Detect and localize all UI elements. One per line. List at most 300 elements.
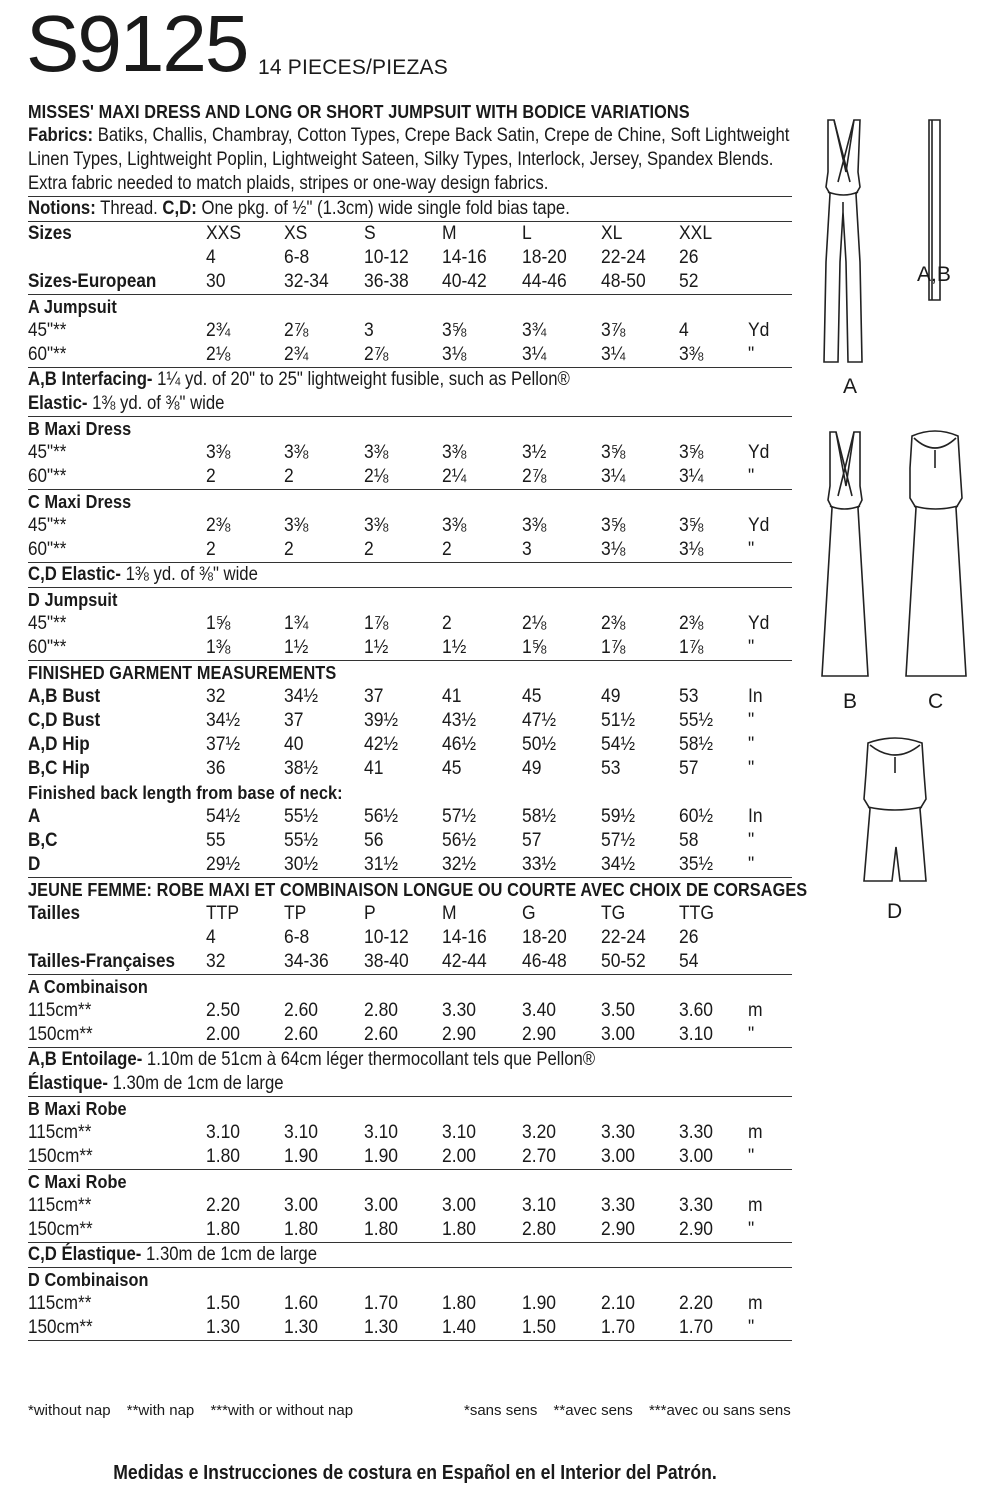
size-value: 2⅜ (601, 613, 626, 634)
pieces-count: 14 PIECES/PIEZAS (258, 56, 448, 79)
row-label: Sizes-European (28, 271, 157, 292)
size-value: 3¼ (679, 466, 704, 487)
size-value: XS (284, 223, 308, 244)
unit-label: " (748, 710, 755, 731)
unit-label: Yd (748, 442, 770, 463)
row-label: B,C (28, 830, 58, 851)
size-value: 46½ (442, 734, 477, 755)
size-value: 1⅞ (601, 637, 626, 658)
yardage-section (28, 1097, 792, 1170)
size-value: P (364, 903, 376, 924)
table-row (28, 1292, 792, 1316)
size-value: 32 (206, 686, 226, 707)
size-value: 2.60 (284, 1024, 319, 1045)
size-value: 32 (206, 951, 226, 972)
size-value: 3⅝ (601, 515, 626, 536)
notion-line (28, 392, 792, 416)
size-value: TTG (679, 903, 714, 924)
size-value: 35½ (679, 854, 714, 875)
size-value: 56½ (364, 806, 399, 827)
size-value: 3¼ (601, 466, 626, 487)
size-value: 3.40 (522, 1000, 557, 1021)
views-b-c-dress-illustration (810, 428, 990, 688)
row-label: 150cm** (28, 1317, 93, 1338)
size-value: 3.10 (284, 1122, 319, 1143)
footnote: *sans sens (464, 1402, 538, 1419)
size-value: 34-36 (284, 951, 329, 972)
view-heading (28, 588, 792, 612)
footnotes-en (28, 1402, 353, 1419)
size-value: 30 (206, 271, 226, 292)
size-value: 34½ (206, 710, 241, 731)
view-d-short-jumpsuit-illustration (850, 735, 940, 895)
size-value: 38-40 (364, 951, 409, 972)
size-value: 3.30 (679, 1122, 714, 1143)
row-label: A,D Hip (28, 734, 90, 755)
size-value: 3¼ (522, 344, 547, 365)
size-value: 2.00 (442, 1146, 477, 1167)
row-label: 45"** (28, 613, 67, 634)
size-value: 2 (284, 539, 294, 560)
yardage-table (28, 100, 808, 1341)
size-value: 55½ (284, 830, 319, 851)
size-value: TP (284, 903, 307, 924)
notion-detail: 1⅜ yd. of ⅜" wide (120, 564, 258, 585)
size-value: 51½ (601, 710, 636, 731)
heading-text: B Maxi Robe (28, 1098, 127, 1119)
row-label: 45"** (28, 442, 67, 463)
size-value: 1.30 (284, 1317, 319, 1338)
unit-label: m (748, 1195, 763, 1216)
fabrics-text: Batiks, Challis, Chambray, Cotton Types, Crepe Back Satin, Crepe de Chine, Soft Lightweight Linen Types, Lightweight Poplin, Lightweight Sateen, Silky Types, Interlock, Jersey, Spandex Blends. Extra fabric needed to match plaids, stripes or one-way design fabrics. (28, 125, 790, 194)
size-value: 55 (206, 830, 226, 851)
footnote: ***with or without nap (210, 1402, 354, 1419)
size-value: 40-42 (442, 271, 487, 292)
size-value: 3½ (522, 442, 547, 463)
size-value: 34½ (601, 854, 636, 875)
size-value: 57½ (601, 830, 636, 851)
size-value: 47½ (522, 710, 557, 731)
table-row (28, 1316, 792, 1340)
size-value: 3.00 (601, 1024, 636, 1045)
size-value: 45 (442, 758, 462, 779)
size-value: 33½ (522, 854, 557, 875)
size-value: 2.70 (522, 1146, 557, 1167)
view-label-b: B (843, 690, 858, 713)
size-value: 3⅜ (284, 515, 309, 536)
size-value: 1⅝ (522, 637, 547, 658)
size-value: 2.90 (601, 1219, 636, 1240)
notion-line (28, 1243, 792, 1267)
notion-line (28, 563, 792, 587)
notions-line (28, 197, 792, 221)
size-value: 3.10 (442, 1122, 477, 1143)
size-value: 37 (284, 710, 304, 731)
table-row (28, 926, 792, 950)
size-value: 39½ (364, 710, 399, 731)
yardage-section (28, 417, 792, 490)
size-value: 49 (601, 686, 621, 707)
size-value: 58½ (679, 734, 714, 755)
size-value: 57½ (442, 806, 477, 827)
size-value: TTP (206, 903, 240, 924)
size-value: 2⅞ (522, 466, 547, 487)
size-value: 45 (522, 686, 542, 707)
footnote: *without nap (28, 1402, 111, 1419)
notion-line (28, 1048, 792, 1072)
size-value: 1⅞ (679, 637, 704, 658)
finished-heading (28, 661, 792, 685)
size-value: 3.20 (522, 1122, 557, 1143)
size-value: 57 (522, 830, 542, 851)
size-value: 30½ (284, 854, 319, 875)
size-value: 41 (364, 758, 384, 779)
back-length-heading (28, 781, 792, 805)
size-value: 32½ (442, 854, 477, 875)
size-value: 3⅜ (679, 344, 704, 365)
table-row (28, 853, 792, 877)
size-value: 2⅛ (364, 466, 389, 487)
size-value: 55½ (679, 710, 714, 731)
view-label-a: A (843, 375, 858, 398)
size-value: 38½ (284, 758, 319, 779)
table-row (28, 829, 792, 853)
size-value: 4 (679, 320, 689, 341)
size-value: 2.60 (284, 1000, 319, 1021)
table-row (28, 1145, 792, 1169)
size-value: 29½ (206, 854, 241, 875)
table-row (28, 999, 792, 1023)
size-value: 49 (522, 758, 542, 779)
size-value: 2 (206, 466, 216, 487)
size-value: 58½ (522, 806, 557, 827)
unit-label: " (748, 734, 755, 755)
view-label-d: D (887, 900, 903, 923)
view-heading (28, 417, 792, 441)
view-heading (28, 490, 792, 514)
heading-text: C Maxi Robe (28, 1171, 127, 1192)
size-value: 3⅛ (679, 539, 704, 560)
table-row (28, 757, 792, 781)
size-value: 3.30 (679, 1195, 714, 1216)
size-value: 18-20 (522, 927, 567, 948)
footnotes (28, 1402, 792, 1424)
size-value: XL (601, 223, 623, 244)
unit-label: Yd (748, 320, 770, 341)
size-value: 2.80 (522, 1219, 557, 1240)
notion-detail: 1.10m de 51cm à 64cm léger thermocollant tels que Pellon® (142, 1049, 596, 1070)
size-value: 36-38 (364, 271, 409, 292)
row-label: 45"** (28, 515, 67, 536)
row-label: B,C Hip (28, 758, 90, 779)
size-value: L (522, 223, 532, 244)
size-value: 43½ (442, 710, 477, 731)
size-value: 6-8 (284, 927, 310, 948)
size-value: 1¾ (284, 613, 309, 634)
size-value: 3.10 (364, 1122, 399, 1143)
notions-label: Notions: (28, 198, 96, 219)
fabrics-paragraph (28, 124, 792, 196)
size-value: 2 (364, 539, 374, 560)
yardage-section (28, 295, 792, 368)
size-value: 56½ (442, 830, 477, 851)
size-value: 3.00 (601, 1146, 636, 1167)
size-value: 18-20 (522, 247, 567, 268)
notion-text (28, 1072, 284, 1096)
row-label: 150cm** (28, 1219, 93, 1240)
notion-text (28, 392, 224, 416)
size-value: 3.00 (364, 1195, 399, 1216)
size-value: 4 (206, 927, 216, 948)
size-value: 2.50 (206, 1000, 241, 1021)
size-value: 1.60 (284, 1293, 319, 1314)
table-row (28, 246, 792, 270)
fabrics-label: Fabrics: (28, 125, 94, 146)
notion-text (28, 1243, 317, 1267)
size-value: 3¼ (601, 344, 626, 365)
english-title (28, 100, 792, 124)
size-value: 3⅝ (601, 442, 626, 463)
view-heading (28, 975, 792, 999)
size-value: 3⅝ (679, 515, 704, 536)
size-value: 22-24 (601, 927, 646, 948)
heading-text: A Jumpsuit (28, 296, 117, 317)
unit-label: " (748, 344, 755, 365)
table-row (28, 1121, 792, 1145)
yardage-section (28, 490, 792, 563)
unit-label: " (748, 758, 755, 779)
row-label: 115cm** (28, 1293, 92, 1314)
french-sizes-section (28, 878, 808, 975)
unit-label: " (748, 539, 755, 560)
size-value: 3¾ (522, 320, 547, 341)
notion-detail: 1.30m de 1cm de large (107, 1073, 284, 1094)
view-heading (28, 1268, 792, 1292)
table-row (28, 222, 792, 246)
size-value: 3.10 (206, 1122, 241, 1143)
size-value: 31½ (364, 854, 399, 875)
table-row (28, 514, 792, 538)
size-value: 3.60 (679, 1000, 714, 1021)
size-value: 1.80 (206, 1146, 241, 1167)
row-label: Tailles-Françaises (28, 951, 176, 972)
notion-label: Élastique- (28, 1073, 108, 1094)
view-label-c: C (928, 690, 944, 713)
size-value: 54½ (601, 734, 636, 755)
size-value: 2.60 (364, 1024, 399, 1045)
size-value: 26 (679, 927, 699, 948)
size-value: 1⅜ (206, 637, 231, 658)
size-value: 2¾ (206, 320, 231, 341)
unit-label: " (748, 830, 755, 851)
size-value: 1.80 (206, 1219, 241, 1240)
size-value: 2.20 (679, 1293, 714, 1314)
unit-label: m (748, 1293, 763, 1314)
size-value: 3.00 (284, 1195, 319, 1216)
row-label: 60"** (28, 466, 67, 487)
size-value: 53 (601, 758, 621, 779)
size-value: 3.10 (679, 1024, 714, 1045)
size-value: 1.50 (206, 1293, 241, 1314)
notions-bias-tape: One pkg. of ½" (1.3cm) wide single fold bias tape. (201, 198, 570, 219)
row-label: 150cm** (28, 1024, 93, 1045)
row-label: 45"** (28, 320, 67, 341)
size-value: 14-16 (442, 927, 487, 948)
size-value: 1.70 (364, 1293, 399, 1314)
unit-label: " (748, 466, 755, 487)
size-value: 1.80 (442, 1219, 477, 1240)
size-value: 50½ (522, 734, 557, 755)
unit-label: In (748, 806, 763, 827)
size-value: 3⅜ (364, 515, 389, 536)
notions-text (28, 197, 570, 221)
size-value: 37 (364, 686, 384, 707)
interfacing-section (28, 368, 792, 417)
size-value: 22-24 (601, 247, 646, 268)
unit-label: Yd (748, 613, 770, 634)
row-label: 115cm** (28, 1122, 92, 1143)
size-value: 1⅞ (364, 613, 389, 634)
row-label: Sizes (28, 223, 72, 244)
table-row (28, 1023, 792, 1047)
yardage-section (28, 588, 792, 661)
size-value: 26 (679, 247, 699, 268)
cd-elastique-section (28, 1243, 792, 1268)
size-value: 1.30 (206, 1317, 241, 1338)
size-value: 48-50 (601, 271, 646, 292)
size-value: 3⅜ (522, 515, 547, 536)
table-row (28, 441, 792, 465)
table-row (28, 709, 792, 733)
size-value: 54 (679, 951, 699, 972)
footnotes-fr (464, 1402, 791, 1419)
size-value: 3⅜ (442, 515, 467, 536)
size-value: 44-46 (522, 271, 567, 292)
heading-text: A Combinaison (28, 976, 148, 997)
size-value: 2⅞ (364, 344, 389, 365)
size-value: 2.10 (601, 1293, 636, 1314)
view-heading (28, 1170, 792, 1194)
row-label: Tailles (28, 903, 80, 924)
size-value: 3⅝ (679, 442, 704, 463)
notion-detail: 1.30m de 1cm de large (141, 1244, 318, 1265)
size-value: 3 (522, 539, 532, 560)
size-value: 34½ (284, 686, 319, 707)
size-value: 3.00 (679, 1146, 714, 1167)
notion-text (28, 1048, 595, 1072)
size-value: 3⅜ (364, 442, 389, 463)
size-value: XXS (206, 223, 241, 244)
size-value: 1.90 (284, 1146, 319, 1167)
notion-line (28, 1072, 792, 1096)
size-value: 10-12 (364, 247, 409, 268)
size-value: 2⅜ (206, 515, 231, 536)
unit-label: In (748, 686, 763, 707)
pattern-number: S9125 (26, 0, 248, 88)
row-label: 60"** (28, 344, 67, 365)
size-value: M (442, 223, 457, 244)
heading-text: D Jumpsuit (28, 589, 118, 610)
row-label: 150cm** (28, 1146, 93, 1167)
size-value: 36 (206, 758, 226, 779)
size-value: 2 (284, 466, 294, 487)
size-value: 52 (679, 271, 699, 292)
size-value: 4 (206, 247, 216, 268)
row-label: A,B Bust (28, 686, 101, 707)
table-row (28, 538, 792, 562)
row-label: C,D Bust (28, 710, 101, 731)
size-value: 32-34 (284, 271, 329, 292)
size-value: 55½ (284, 806, 319, 827)
yardage-section (28, 1268, 792, 1341)
unit-label: " (748, 1219, 755, 1240)
size-value: TG (601, 903, 626, 924)
table-row (28, 270, 792, 294)
size-value: 1½ (442, 637, 467, 658)
title-section (28, 100, 792, 197)
size-value: 2.90 (442, 1024, 477, 1045)
notion-detail: 1⅜ yd. of ⅜" wide (87, 393, 225, 414)
table-row (28, 465, 792, 489)
size-value: M (442, 903, 457, 924)
row-label: 60"** (28, 539, 67, 560)
notions-cd-label: C,D: (162, 198, 197, 219)
size-value: 1.70 (601, 1317, 636, 1338)
size-value: 2 (442, 613, 452, 634)
size-value: 1½ (284, 637, 309, 658)
view-heading (28, 1097, 792, 1121)
size-value: 1⅝ (206, 613, 231, 634)
table-row (28, 319, 792, 343)
heading-text: JEUNE FEMME: ROBE MAXI ET COMBINAISON LONGUE OU COURTE AVEC CHOIX DE CORSAGES (28, 879, 808, 900)
row-label: D (28, 854, 41, 875)
footnote: ***avec ou sans sens (648, 1402, 791, 1419)
size-value: 1.30 (364, 1317, 399, 1338)
french-title (28, 878, 808, 902)
size-value: 2⅛ (522, 613, 547, 634)
size-value: 2¼ (442, 466, 467, 487)
size-value: 3.30 (601, 1195, 636, 1216)
row-label: 115cm** (28, 1195, 92, 1216)
notion-label: Elastic- (28, 393, 88, 414)
yardage-section (28, 1170, 792, 1243)
size-value: 14-16 (442, 247, 487, 268)
spanish-note: Medidas e Instrucciones de costura en Español en el Interior del Patrón. (113, 1462, 717, 1484)
notion-label: A,B Entoilage- (28, 1049, 143, 1070)
footnote: **with nap (126, 1402, 195, 1419)
size-value: 3.00 (442, 1195, 477, 1216)
size-value: 3.30 (442, 1000, 477, 1021)
size-value: 2⅛ (206, 344, 231, 365)
table-row (28, 902, 792, 926)
size-value: 3⅞ (601, 320, 626, 341)
size-value: 50-52 (601, 951, 646, 972)
table-row (28, 1218, 792, 1242)
heading-text: C Maxi Dress (28, 491, 132, 512)
unit-label: " (748, 1317, 755, 1338)
table-row (28, 805, 792, 829)
size-value: 6-8 (284, 247, 310, 268)
heading-text: MISSES' MAXI DRESS AND LONG OR SHORT JUMPSUIT WITH BODICE VARIATIONS (28, 101, 690, 122)
size-value: 2 (442, 539, 452, 560)
notions-thread: Thread. (100, 198, 158, 219)
notion-label: C,D Élastique- (28, 1244, 142, 1265)
size-value: 41 (442, 686, 462, 707)
notion-line (28, 368, 792, 392)
size-value: 60½ (679, 806, 714, 827)
size-value: 10-12 (364, 927, 409, 948)
size-value: 2.80 (364, 1000, 399, 1021)
